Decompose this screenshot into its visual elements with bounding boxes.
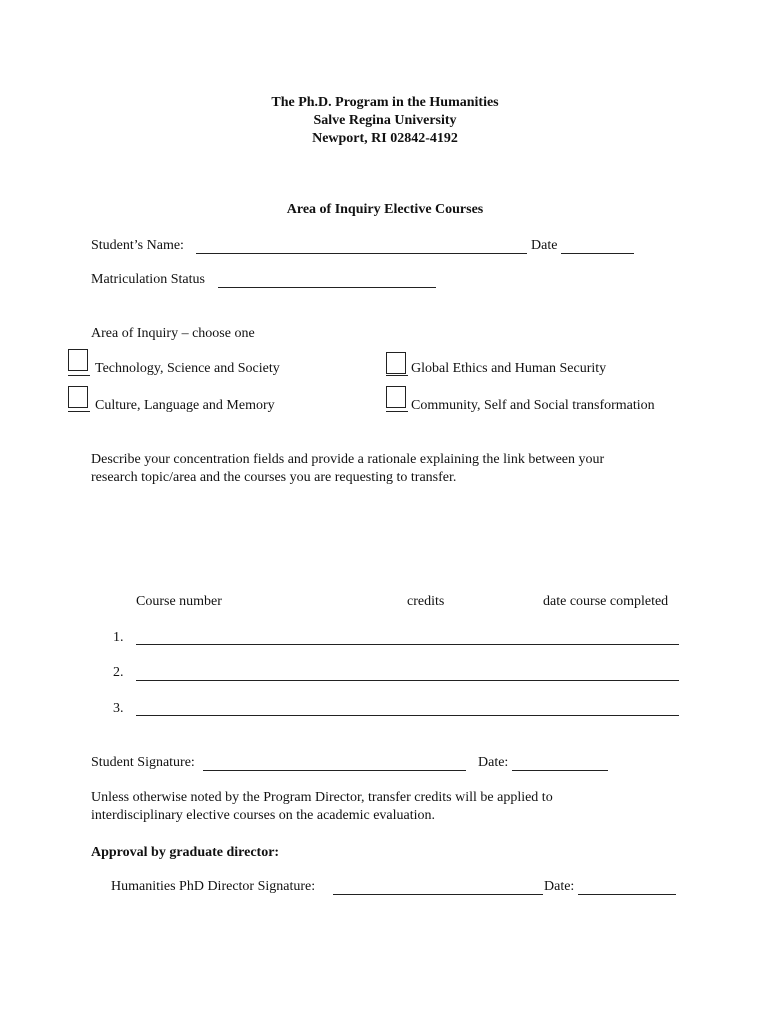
checkbox-underline bbox=[386, 411, 408, 412]
option-technology-label: Technology, Science and Society bbox=[95, 361, 280, 376]
course-row-3-field[interactable] bbox=[136, 715, 679, 716]
credits-header: credits bbox=[407, 594, 445, 609]
option-global-ethics-label: Global Ethics and Human Security bbox=[411, 361, 607, 376]
student-signature-label: Student Signature: bbox=[91, 755, 195, 770]
program-title: The Ph.D. Program in the Humanities bbox=[271, 95, 499, 110]
director-signature-label: Humanities PhD Director Signature: bbox=[111, 879, 316, 894]
signature-date-field[interactable] bbox=[512, 770, 608, 771]
course-row-2-field[interactable] bbox=[136, 680, 679, 681]
matriculation-field[interactable] bbox=[218, 287, 436, 288]
date-field[interactable] bbox=[561, 253, 634, 254]
date-label: Date bbox=[531, 238, 558, 253]
transfer-note-line2: interdisciplinary elective courses on the academic evaluation. bbox=[91, 808, 436, 823]
checkbox-underline bbox=[68, 375, 90, 376]
student-name-field[interactable] bbox=[196, 253, 527, 254]
student-name-label: Student’s Name: bbox=[91, 238, 184, 253]
signature-date-label: Date: bbox=[478, 755, 509, 770]
row-number: 2. bbox=[113, 665, 124, 680]
director-date-label: Date: bbox=[544, 879, 575, 894]
checkbox-underline bbox=[68, 411, 90, 412]
date-completed-header: date course completed bbox=[543, 594, 669, 609]
form-title: Area of Inquiry Elective Courses bbox=[286, 202, 484, 217]
describe-line1: Describe your concentration fields and provide a rationale explaining the link between your bbox=[91, 452, 605, 467]
checkbox-underline bbox=[386, 375, 408, 376]
matriculation-label: Matriculation Status bbox=[91, 272, 205, 287]
director-date-field[interactable] bbox=[578, 894, 676, 895]
checkbox-technology[interactable] bbox=[68, 349, 88, 371]
checkbox-culture[interactable] bbox=[68, 386, 88, 408]
describe-line2: research topic/area and the courses you are requesting to transfer. bbox=[91, 470, 457, 485]
university-address: Newport, RI 02842-4192 bbox=[312, 131, 458, 146]
option-culture-label: Culture, Language and Memory bbox=[95, 398, 275, 413]
transfer-note-line1: Unless otherwise noted by the Program Director, transfer credits will be applied to bbox=[91, 790, 553, 805]
course-number-header: Course number bbox=[136, 594, 222, 609]
checkbox-global-ethics[interactable] bbox=[386, 352, 406, 374]
area-prompt: Area of Inquiry – choose one bbox=[91, 326, 255, 341]
row-number: 1. bbox=[113, 630, 124, 645]
student-signature-field[interactable] bbox=[203, 770, 466, 771]
checkbox-community[interactable] bbox=[386, 386, 406, 408]
university-name: Salve Regina University bbox=[313, 113, 457, 128]
option-community-label: Community, Self and Social transformation bbox=[411, 398, 655, 413]
director-signature-field[interactable] bbox=[333, 894, 543, 895]
approval-heading: Approval by graduate director: bbox=[91, 845, 280, 860]
row-number: 3. bbox=[113, 701, 124, 716]
course-row-1-field[interactable] bbox=[136, 644, 679, 645]
